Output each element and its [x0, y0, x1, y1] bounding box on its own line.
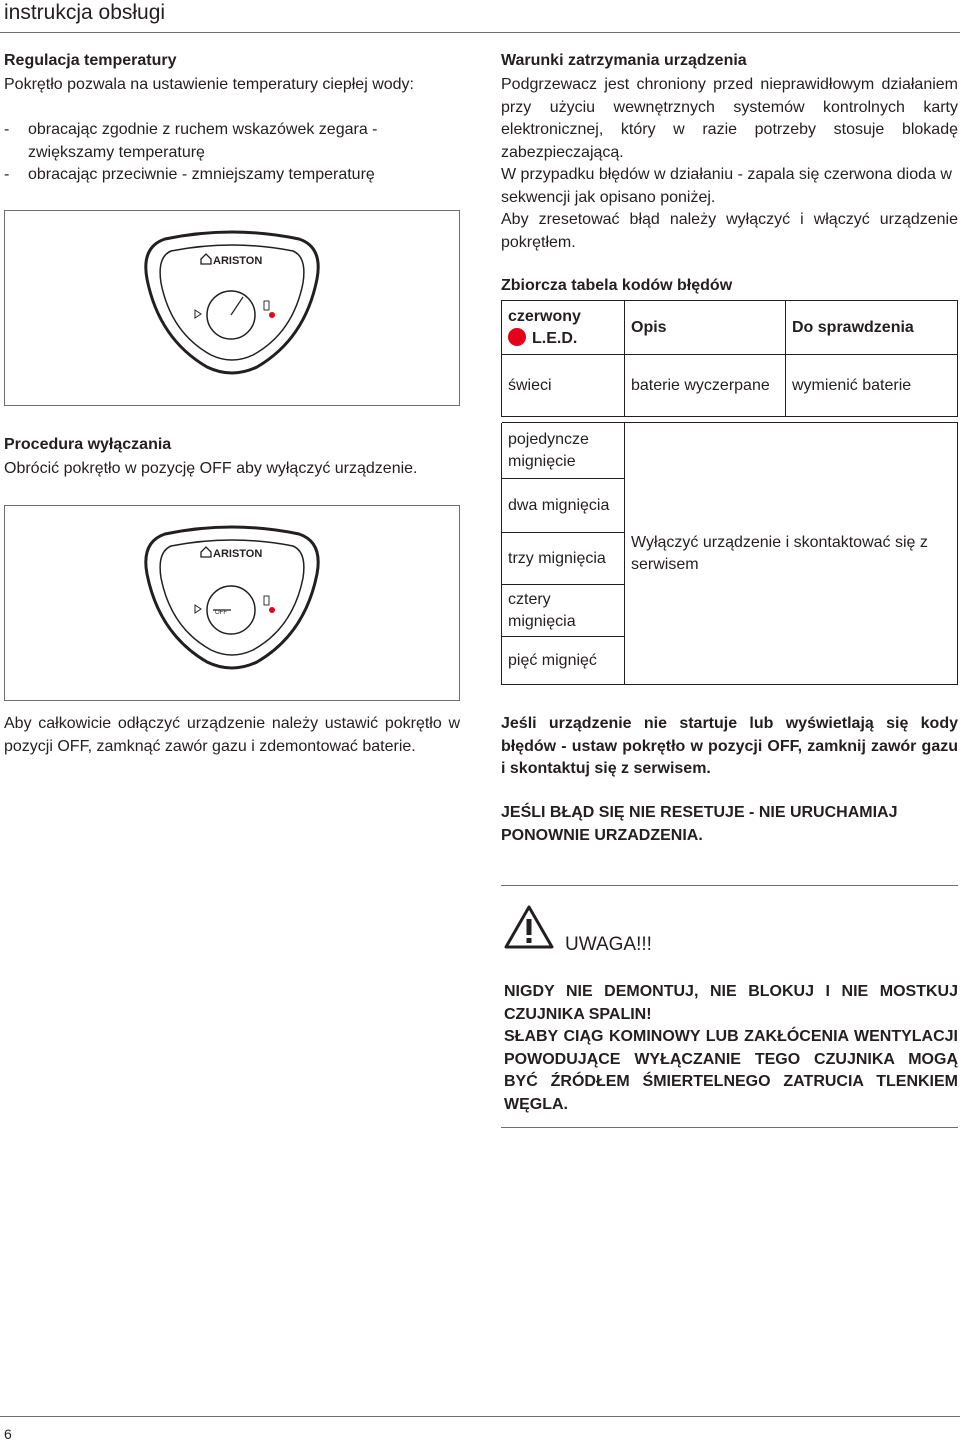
table-cell-led: cztery mignięcia: [502, 585, 625, 637]
list-item: - obracając przeciwnie - zmniejszamy temperaturę: [4, 164, 460, 187]
list-item: - obracając zgodnie z ruchem wskazówek zegara - zwiększamy temperaturę: [4, 119, 460, 164]
control-panel-illustration: [5, 211, 459, 405]
control-panel-figure-temperature: [4, 210, 460, 406]
stop-conditions-heading: Warunki zatrzymania urządzenia: [501, 52, 747, 69]
column-header-led: czerwony L.E.D.: [502, 301, 625, 355]
divider: [501, 1127, 958, 1128]
error-codes-table: [501, 300, 958, 685]
header-divider: [0, 32, 960, 33]
table-row: [502, 355, 958, 417]
temperature-list: [4, 119, 460, 187]
status-led: [269, 312, 275, 318]
table-cell-led: trzy mignięcia: [502, 533, 625, 585]
reset-text: Aby zresetować błąd należy wyłączyć i włączyć urządzenie pokrętłem.: [501, 211, 958, 251]
temperature-heading: Regulacja temperatury: [4, 52, 177, 69]
brand-label: ARISTON: [213, 255, 263, 267]
column-header-description: Opis: [625, 301, 786, 355]
temperature-intro: Pokrętło pozwala na ustawienie temperatury ciepłej wody:: [4, 76, 414, 93]
shutdown-text: Obrócić pokrętło w pozycję OFF aby wyłączyć urządzenie.: [4, 460, 418, 477]
warning-text-sensor: NIGDY NIE DEMONTUJ, NIE BLOKUJ I NIE MOSTKUJ CZUJNIKA SPALIN!: [504, 983, 958, 1023]
shutdown-heading: Procedura wyłączania: [4, 436, 172, 453]
table-cell-led: świeci: [502, 355, 625, 417]
table-cell-led: dwa mignięcia: [502, 479, 625, 533]
divider: [501, 885, 958, 886]
page-number: 6: [4, 1426, 12, 1442]
table-cell-led: pięć mignięć: [502, 637, 625, 685]
table-cell-led: pojedyncze mignięcie: [502, 423, 625, 479]
table-cell-description: baterie wyczerpane: [625, 355, 786, 417]
table-row: [502, 423, 958, 479]
off-label: OFF: [215, 610, 227, 616]
list-item-text: obracając przeciwnie - zmniejszamy temperaturę: [28, 166, 375, 183]
page-title: instrukcja obsługi: [4, 1, 166, 24]
disconnect-text: Aby całkowicie odłączyć urządzenie należy ustawić pokrętło w pozycji OFF, zamknąć zawór gazu i zdemontować baterie.: [4, 715, 460, 755]
control-panel-figure-off: [4, 505, 460, 701]
control-panel-illustration: [5, 506, 459, 700]
warning-triangle-icon: [504, 905, 554, 949]
warning-title: UWAGA!!!: [565, 934, 652, 955]
status-led: [269, 607, 275, 613]
warning-text-draft: SŁABY CIĄG KOMINOWY LUB ZAKŁÓCENIA WENTYLACJI POWODUJĄCE WYŁĄCZANIE TEGO CZUJNIKA MOGĄ BYĆ ŹRÓDŁEM ŚMIERTELNEGO ZATRUCIA TLENKIEM WĘGLA.: [504, 1028, 958, 1113]
red-led-icon: [508, 328, 526, 346]
table-cell-check: wymienić baterie: [786, 355, 958, 417]
error-table-heading: Zbiorcza tabela kodów błędów: [501, 277, 733, 294]
table-cell-description: Wyłączyć urządzenie i skontaktować się z serwisem: [625, 423, 958, 685]
footer-divider: [0, 1416, 960, 1417]
table-header-row: [502, 301, 958, 355]
column-header-check: Do sprawdzenia: [786, 301, 958, 355]
brand-label: ARISTON: [213, 548, 263, 560]
list-item-text: obracając zgodnie z ruchem wskazówek zegara - zwiększamy temperaturę: [28, 121, 378, 161]
no-start-instruction: Jeśli urządzenie nie startuje lub wyświetlają się kody błędów - ustaw pokrętło w pozycji OFF, zamknij zawór gazu i skontaktuj się z serwisem.: [501, 715, 958, 777]
error-led-text: W przypadku błędów w działaniu - zapala się czerwona dioda w sekwencji jak opisano poniżej.: [501, 166, 952, 206]
stop-conditions-text: Podgrzewacz jest chroniony przed nieprawidłowym działaniem przy użyciu wewnętrznych systemów kontrolnych karty elektronicznej, który w razie potrzeby stosuje blokadę zabezpieczającą.: [501, 76, 958, 161]
no-reset-warning: JEŚLI BŁĄD SIĘ NIE RESETUJE - NIE URUCHAMIAJ PONOWNIE URZADZENIA.: [501, 804, 898, 844]
